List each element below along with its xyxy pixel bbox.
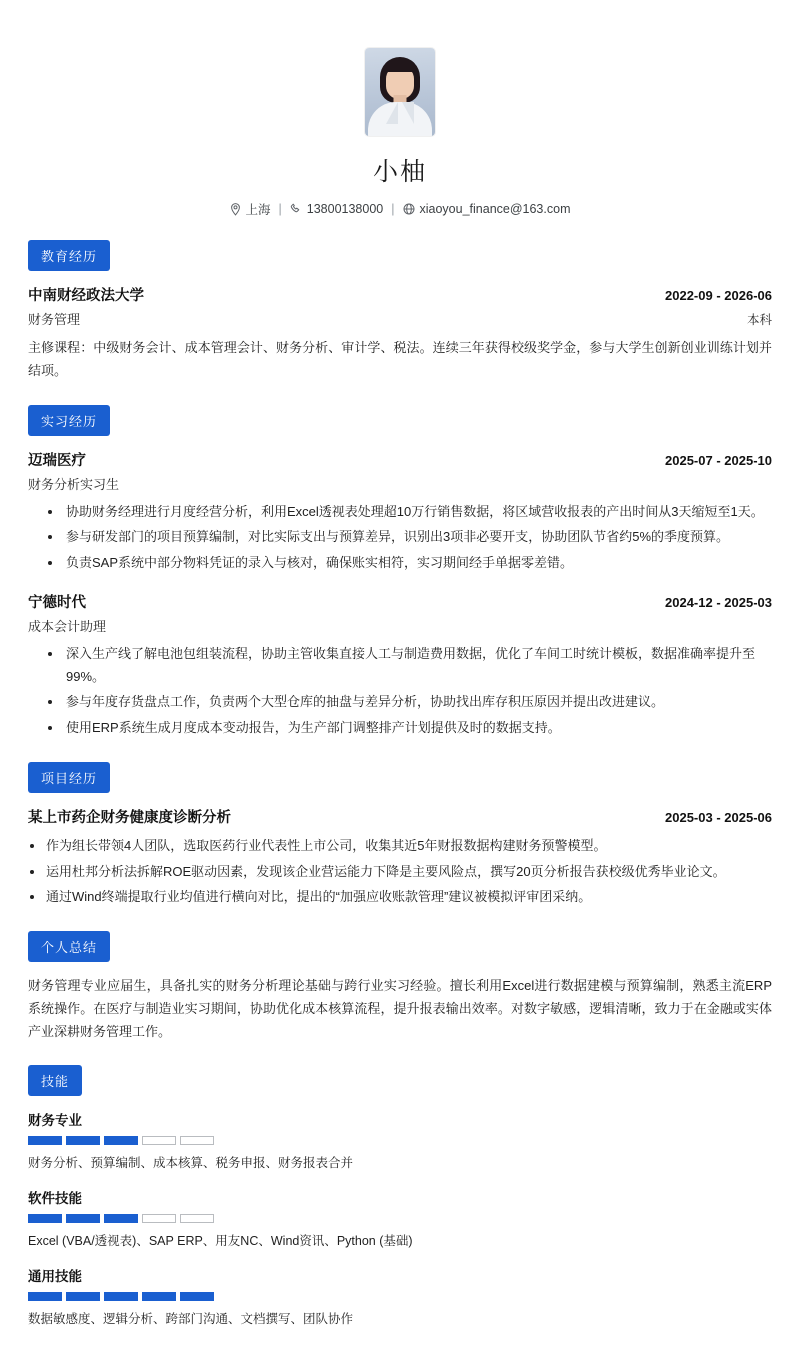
- skill-title: 财务专业: [28, 1113, 82, 1129]
- project-bullet: 作为组长带领4人团队，选取医药行业代表性上市公司，收集其近5年财报数据构建财务预警模型。: [28, 835, 772, 858]
- job-row-primary: [28, 591, 772, 612]
- project-name: 某上市药企财务健康度诊断分析: [28, 809, 231, 826]
- summary-body: [28, 975, 772, 1043]
- phone-field: [290, 202, 383, 216]
- job-date: 2025-07 - 2025-10: [665, 452, 772, 468]
- skill-level-bars: [28, 1136, 772, 1145]
- education-row-secondary: [28, 309, 772, 328]
- skill-group: [28, 1187, 772, 1251]
- contact-separator-2: |: [391, 202, 395, 216]
- skill-level-bars: [28, 1292, 772, 1301]
- job-bullets: [28, 643, 772, 740]
- skill-group: [28, 1109, 772, 1173]
- section-tag-summary: 个人总结: [28, 931, 110, 962]
- location-field: [230, 200, 271, 218]
- job-bullet: 负责SAP系统中部分物料凭证的录入与核对，确保账实相符，实习期间经手单据零差错。: [28, 552, 772, 575]
- job-row-secondary: [28, 616, 772, 635]
- skill-level-bars: [28, 1214, 772, 1223]
- project-bullet: 通过Wind终端提取行业均值进行横向对比，提出的“加强应收账款管理”建议被模拟评审团采纳。: [28, 886, 772, 909]
- job-bullet: 协助财务经理进行月度经营分析，利用Excel透视表处理超10万行销售数据，将区域营收报表的产出时间从3天缩短至1天。: [28, 501, 772, 524]
- portrait-photo: [365, 48, 435, 136]
- section-education: [28, 240, 772, 383]
- summary-text: 财务管理专业应届生，具备扎实的财务分析理论基础与跨行业实习经验。擅长利用Excel进行数据建模与预算编制，熟悉主流ERP系统操作。在医疗与制造业实习期间，协助优化成本核算流程，提升报表输出效率。对数字敏感，逻辑清晰，致力于在金融或实体产业深耕财务管理工作。: [28, 978, 772, 1039]
- skill-description: Excel (VBA/透视表)、SAP ERP、用友NC、Wind资讯、Python (基础): [28, 1234, 413, 1249]
- skill-title: 软件技能: [28, 1191, 82, 1207]
- section-tag-project: 项目经历: [28, 762, 110, 793]
- education-detail: 主修课程：中级财务会计、成本管理会计、财务分析、审计学、税法。连续三年获得校级奖学金，参与大学生创新创业训练计划并结项。: [28, 340, 772, 378]
- project-body: [28, 806, 772, 909]
- job-row-secondary: [28, 474, 772, 493]
- job-bullet: 参与年度存货盘点工作，负责两个大型仓库的抽盘与差异分析，协助找出库存积压原因并提出改进建议。: [28, 691, 772, 714]
- skill-group: [28, 1265, 772, 1329]
- job-company: 宁德时代: [28, 594, 86, 611]
- education-body: [28, 284, 772, 383]
- job-row-primary: [28, 449, 772, 470]
- job-item: [28, 591, 772, 740]
- project-bullet: 运用杜邦分析法拆解ROE驱动因素，发现该企业营运能力下降是主要风险点，撰写20页分析报告获校级优秀毕业论文。: [28, 861, 772, 884]
- email-text: xiaoyou_finance@163.com: [419, 202, 571, 216]
- location-text: 上海: [245, 203, 271, 217]
- job-company: 迈瑞医疗: [28, 452, 86, 469]
- resume-header: [28, 28, 772, 218]
- project-row-primary: [28, 806, 772, 827]
- skill-description: 数据敏感度、逻辑分析、跨部门沟通、文档撰写、团队协作: [28, 1312, 354, 1327]
- job-bullet: 使用ERP系统生成月度成本变动报告，为生产部门调整排产计划提供及时的数据支持。: [28, 717, 772, 740]
- location-pin-icon: [230, 203, 241, 216]
- contact-separator-1: |: [278, 202, 282, 216]
- phone-icon: [290, 203, 302, 215]
- skill-title: 通用技能: [28, 1269, 82, 1285]
- section-internship: [28, 405, 772, 740]
- education-degree: 本科: [746, 313, 772, 327]
- education-date: 2022-09 - 2026-06: [665, 288, 772, 303]
- contact-bar: [28, 200, 772, 218]
- education-school: 中南财经政法大学: [28, 288, 144, 304]
- job-title: 财务分析实习生: [28, 476, 120, 492]
- section-tag-internship: 实习经历: [28, 405, 110, 436]
- email-field: [403, 202, 571, 216]
- job-bullets: [28, 501, 772, 575]
- email-globe-icon: [403, 203, 415, 215]
- job-title: 成本会计助理: [28, 618, 107, 634]
- section-skills: [28, 1065, 772, 1329]
- phone-text: 13800138000: [306, 202, 384, 216]
- job-bullet: 参与研发部门的项目预算编制，对比实际支出与预算差异，识别出3项非必要开支，协助团队节省约5%的季度预算。: [28, 526, 772, 549]
- internship-body: [28, 449, 772, 740]
- education-row-primary: [28, 284, 772, 305]
- section-project: [28, 762, 772, 909]
- project-bullets: [28, 835, 772, 909]
- section-summary: [28, 931, 772, 1043]
- skills-body: [28, 1109, 772, 1329]
- job-date: 2024-12 - 2025-03: [665, 594, 772, 610]
- project-date: 2025-03 - 2025-06: [665, 809, 772, 825]
- section-tag-education: 教育经历: [28, 240, 110, 271]
- job-bullet: 深入生产线了解电池包组装流程，协助主管收集直接人工与制造费用数据，优化了车间工时统计模板，数据准确率提升至99%。: [28, 643, 772, 689]
- job-item: [28, 449, 772, 575]
- candidate-name: 小柚: [372, 158, 427, 186]
- education-major: 财务管理: [28, 312, 81, 327]
- section-tag-skills: 技能: [28, 1065, 82, 1096]
- skill-description: 财务分析、预算编制、成本核算、税务申报、财务报表合并: [28, 1156, 354, 1171]
